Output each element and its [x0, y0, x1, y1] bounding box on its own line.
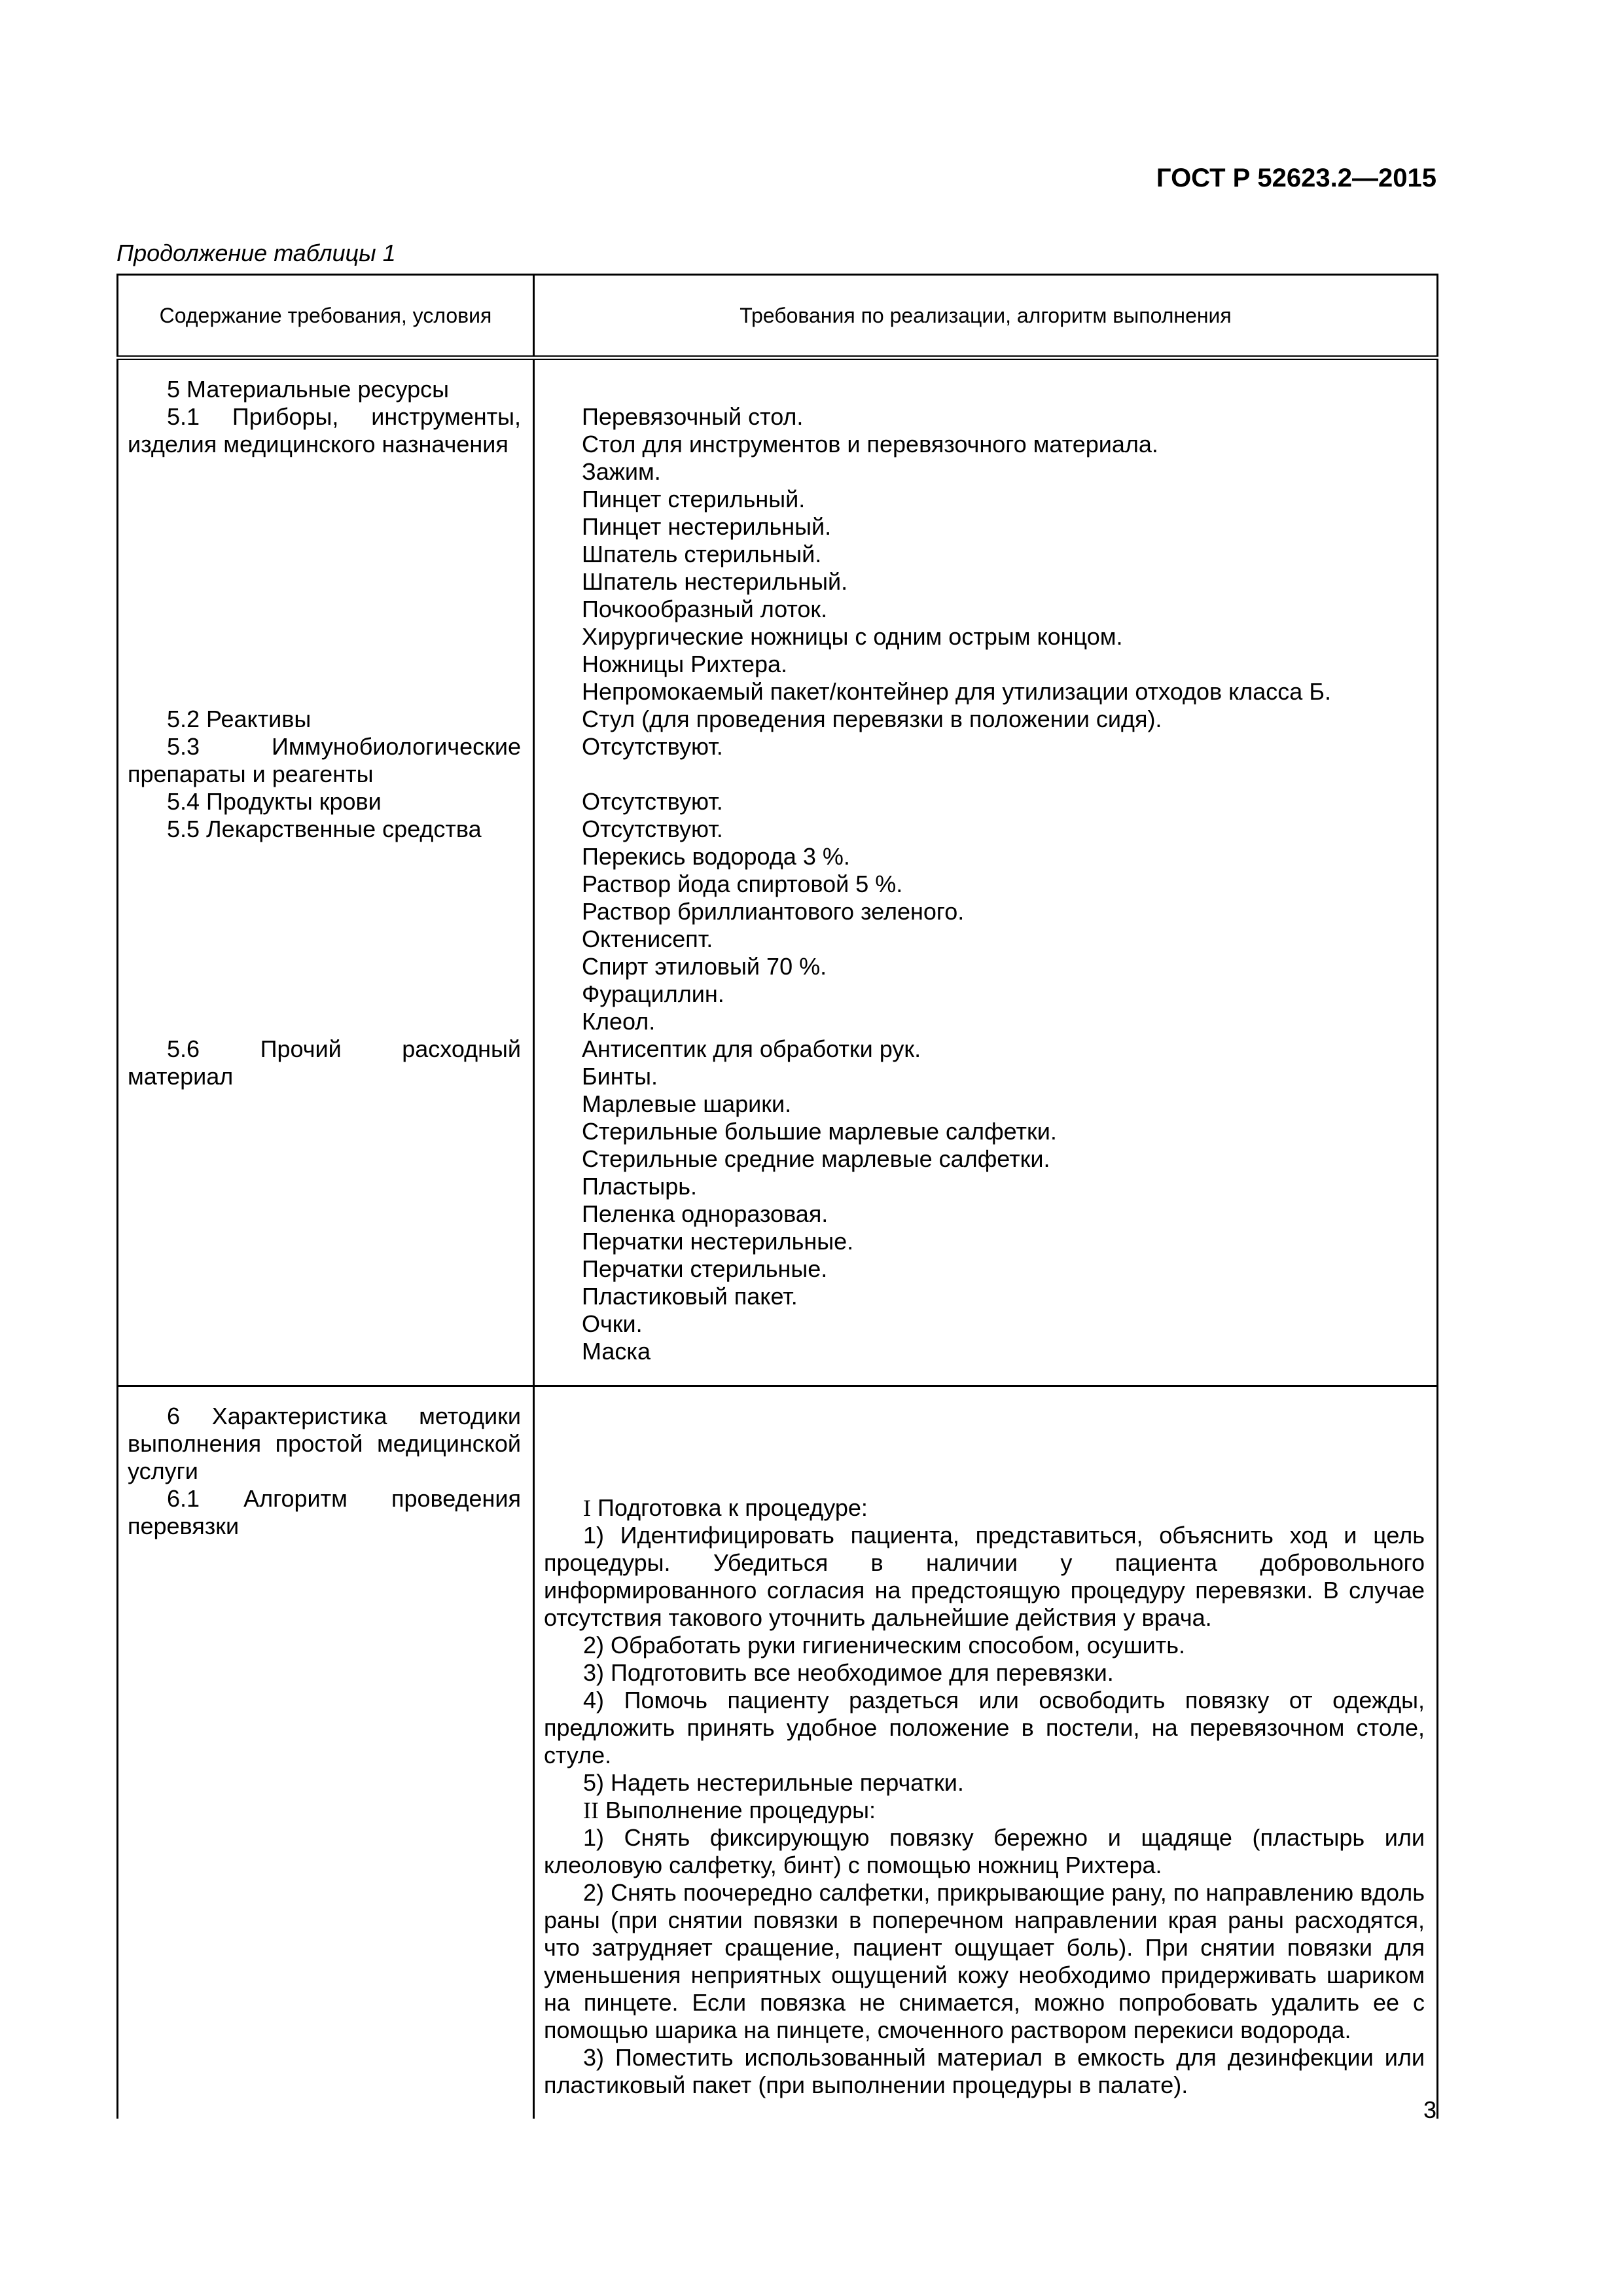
- item-5-6-consumables: 5.6 Прочий расходный материал: [128, 1035, 521, 1090]
- item-5-1-instruments: 5.1 Приборы, инструменты, изделия медицинского назначения: [128, 403, 521, 457]
- list-item: Клеол.: [582, 1008, 656, 1035]
- item-5-5-medicines: 5.5 Лекарственные средства: [167, 816, 482, 842]
- right-cell-section6: [534, 1386, 1438, 2119]
- list-item: Перчатки нестерильные.: [582, 1228, 854, 1255]
- list-item: Хирургические ножницы с одним острым концом.: [582, 623, 1123, 650]
- list-item: Зажим.: [582, 458, 661, 485]
- prep-step: 4) Помочь пациенту раздеться или освободить повязку от одежды, предложить принять удобное положение в постели, на перевязочном столе, стуле.: [544, 1687, 1425, 1768]
- exec-step: 1) Снять фиксирующую повязку бережно и щадяще (пластырь или клеоловую салфетку, бинт) с помощью ножниц Рихтера.: [544, 1824, 1425, 1878]
- list-item: Стерильные большие марлевые салфетки.: [582, 1118, 1057, 1145]
- table-caption: Продолжение таблицы 1: [116, 240, 396, 266]
- immuno-value: Отсутствуют.: [582, 788, 723, 815]
- list-item: Пинцет стерильный.: [582, 486, 806, 512]
- list-item: Стерильные средние марлевые салфетки.: [582, 1145, 1050, 1172]
- prep-title: Подготовка к процедуре:: [597, 1494, 868, 1521]
- right-cell-section5: [534, 358, 1438, 1386]
- list-item: Ножницы Рихтера.: [582, 651, 788, 677]
- list-item: Очки.: [582, 1310, 643, 1337]
- prep-heading: [544, 1494, 1425, 1522]
- list-item: Почкообразный лоток.: [582, 596, 828, 622]
- list-item: Антисептик для обработки рук.: [582, 1035, 921, 1062]
- table-row: [118, 358, 1438, 1386]
- document-code: ГОСТ Р 52623.2—2015: [1156, 164, 1436, 192]
- prep-step: 2) Обработать руки гигиеническим способом, осушить.: [583, 1632, 1186, 1659]
- blood-value: Отсутствуют.: [582, 816, 723, 842]
- prep-step: 1) Идентифицировать пациента, представиться, объяснить ход и цель процедуры. Убедиться в наличии у пациента добровольного информированного согласия на предстоящую процедуру перевязки. В случае отсутствия такового уточнить дальнейшие действия у врача.: [544, 1522, 1425, 1631]
- list-item: Раствор йода спиртовой 5 %.: [582, 870, 903, 897]
- column-header-implementation: Требования по реализации, алгоритм выполнения: [534, 275, 1438, 358]
- left-cell-section6: [118, 1386, 534, 2119]
- exec-step: 3) Поместить использованный материал в емкость для дезинфекции или пластиковый пакет (при выполнении процедуры в палате).: [544, 2044, 1425, 2098]
- item-5-material-resources: 5 Материальные ресурсы: [167, 376, 449, 403]
- list-item: Бинты.: [582, 1063, 658, 1090]
- left-cell-section5: [118, 358, 534, 1386]
- prep-roman: I: [583, 1495, 591, 1521]
- page-number: 3: [1423, 2096, 1436, 2123]
- reagents-value: Отсутствуют.: [582, 733, 723, 760]
- list-item: Пластырь.: [582, 1173, 698, 1200]
- table-row: [118, 1386, 1438, 2119]
- item-5-3-immuno: 5.3 Иммунобиологические препараты и реагенты: [128, 733, 521, 787]
- list-item: Стул (для проведения перевязки в положении сидя).: [582, 706, 1162, 732]
- list-item: Шпатель стерильный.: [582, 541, 822, 567]
- list-item: Перекись водорода 3 %.: [582, 843, 850, 870]
- list-item: Фурациллин.: [582, 980, 724, 1007]
- exec-title: Выполнение процедуры:: [605, 1797, 876, 1823]
- item-5-4-blood: 5.4 Продукты крови: [167, 788, 382, 815]
- list-item: Непромокаемый пакет/контейнер для утилизации отходов класса Б.: [582, 678, 1331, 705]
- exec-heading: [544, 1797, 1425, 1824]
- list-item: Пеленка одноразовая.: [582, 1200, 829, 1227]
- item-6-method: 6 Характеристика методики выполнения простой медицинской услуги: [128, 1403, 521, 1484]
- list-item: Спирт этиловый 70 %.: [582, 953, 827, 980]
- requirements-table: [116, 274, 1438, 2119]
- exec-roman: II: [583, 1797, 599, 1823]
- list-item: Октенисепт.: [582, 925, 713, 952]
- list-item: Перчатки стерильные.: [582, 1255, 828, 1282]
- item-6-1-algorithm: 6.1 Алгоритм проведения перевязки: [128, 1485, 521, 1539]
- list-item: Стол для инструментов и перевязочного материала.: [582, 431, 1158, 457]
- list-item: Раствор бриллиантового зеленого.: [582, 898, 965, 925]
- prep-step: 5) Надеть нестерильные перчатки.: [583, 1769, 964, 1796]
- list-item: Шпатель нестерильный.: [582, 568, 848, 595]
- list-item: Пластиковый пакет.: [582, 1283, 798, 1310]
- prep-step: 3) Подготовить все необходимое для перевязки.: [583, 1659, 1114, 1686]
- list-item: Пинцет нестерильный.: [582, 513, 832, 540]
- list-item: Маска: [582, 1338, 651, 1365]
- list-item: Марлевые шарики.: [582, 1090, 792, 1117]
- list-item: Перевязочный стол.: [582, 403, 804, 430]
- column-header-requirement: Содержание требования, условия: [118, 275, 534, 358]
- table-header-row: [118, 275, 1438, 358]
- item-5-2-reagents: 5.2 Реактивы: [167, 706, 312, 732]
- exec-step: 2) Снять поочередно салфетки, прикрывающие рану, по направлению вдоль раны (при снятии повязки в поперечном направлении края раны расходятся, что затрудняет сращение, пациент ощущает боль). При снятии повязки для уменьшения неприятных ощущений кожу необходимо придерживать шариком на пинцете. Если повязка не снимается, можно попробовать удалить ее с помощью шарика на пинцете, смоченного раствором перекиси водорода.: [544, 1879, 1425, 2043]
